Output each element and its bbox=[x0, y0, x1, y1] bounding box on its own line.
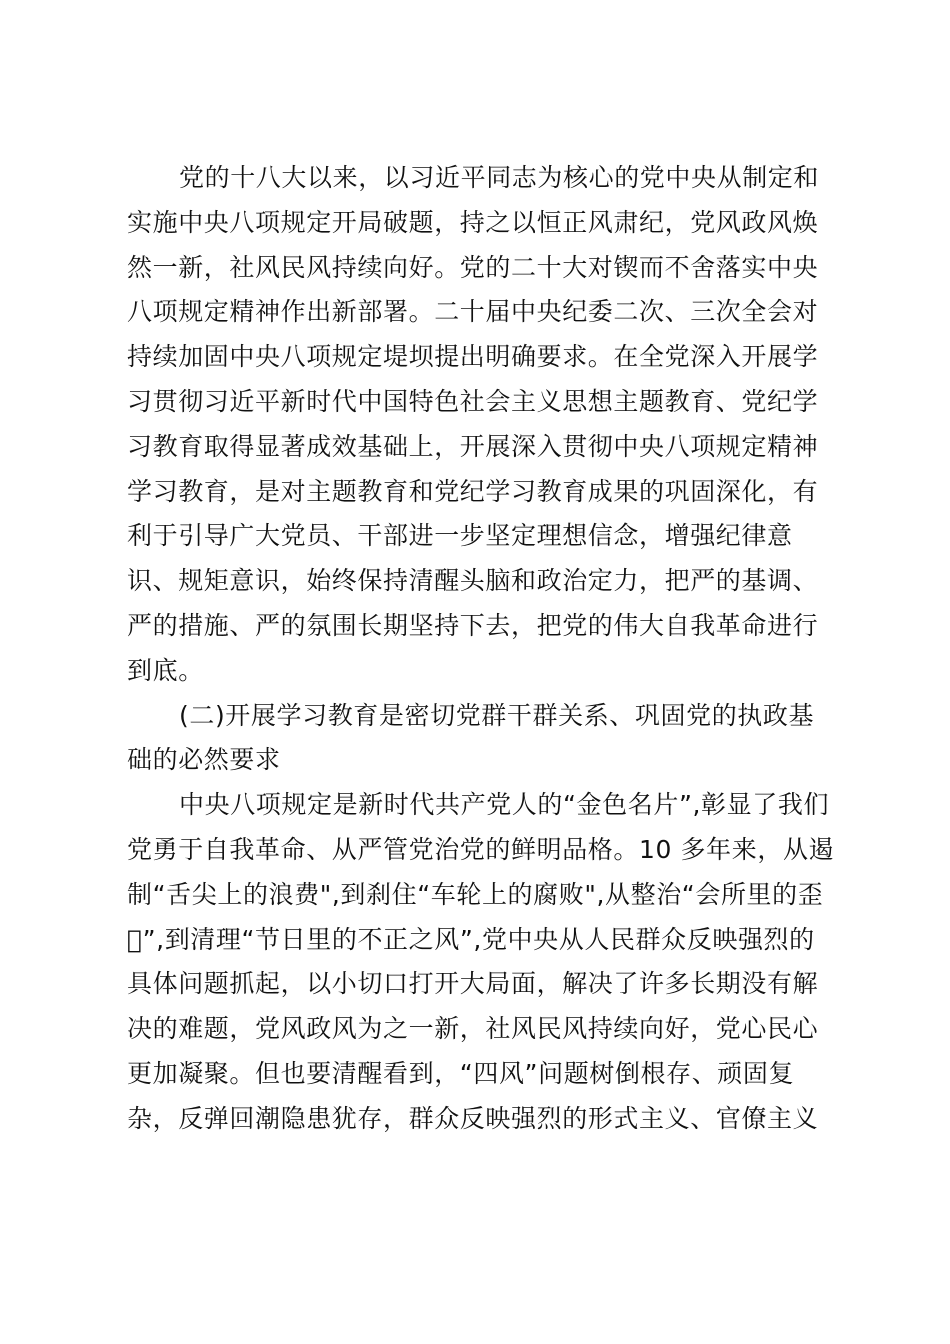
text-line: 识、规矩意识，始终保持清醒头脑和政治定力，把严的基调、 bbox=[127, 566, 819, 596]
section-heading-line: (二)开展学习教育是密切党群干群关系、巩固党的执政基 bbox=[179, 700, 815, 730]
text-line: 利于引导广大党员、干部进一步坚定理想信念，增强纪律意 bbox=[127, 521, 793, 551]
text-line: 习教育取得显著成效基础上，开展深入贯彻中央八项规定精神 bbox=[127, 431, 819, 461]
text-line: 具体问题抓起，以小切口打开大局面，解决了许多长期没有解 bbox=[127, 969, 819, 999]
text-line: 更加凝聚。但也要清醒看到，“四风”问题树倒根存、顽固复 bbox=[127, 1058, 795, 1088]
text-line: 习贯彻习近平新时代中国特色社会主义思想主题教育、党纪学 bbox=[127, 386, 819, 416]
text-line: 然一新，社风民风持续向好。党的二十大对锲而不舍落实中央 bbox=[127, 252, 819, 282]
text-line: 学习教育，是对主题教育和党纪学习教育成果的巩固深化，有 bbox=[127, 476, 819, 506]
text-line: 党的十八大以来，以习近平同志为核心的党中央从制定和 bbox=[179, 163, 820, 192]
text-line: 严的措施、严的氛围长期坚持下去，把党的伟大自我革命进行 bbox=[127, 610, 819, 640]
text-line: 到底。 bbox=[127, 655, 204, 685]
section-heading-line: 础的必然要求 bbox=[127, 745, 281, 775]
text-line: 中央八项规定是新时代共产党人的“金色名片”,彰显了我们 bbox=[179, 790, 830, 820]
text-line: 杂，反弹回潮隐患犹存，群众反映强烈的形式主义、官僚主义 bbox=[127, 1103, 819, 1133]
text-line: 􏰀”,到清理“节日里的不正之风”,党中央从人民群众反映强烈的 bbox=[127, 924, 815, 954]
text-line: 决的难题，党风政风为之一新，社风民风持续向好，党心民心 bbox=[127, 1014, 819, 1044]
text-line: 党勇于自我革命、从严管党治党的鲜明品格。10 多年来，从遏 bbox=[127, 834, 835, 864]
text-line: 实施中央八项规定开局破题，持之以恒正风肃纪，党风政风焕 bbox=[127, 207, 819, 237]
text-line: 持续加固中央八项规定堤坝提出明确要求。在全党深入开展学 bbox=[127, 342, 819, 372]
text-line: 八项规定精神作出新部署。二十届中央纪委二次、三次全会对 bbox=[127, 297, 819, 327]
body-text bbox=[127, 156, 835, 1142]
text-line: 制“舌尖上的浪费",到刹住“车轮上的腐败",从整治“会所里的歪 bbox=[127, 879, 824, 909]
